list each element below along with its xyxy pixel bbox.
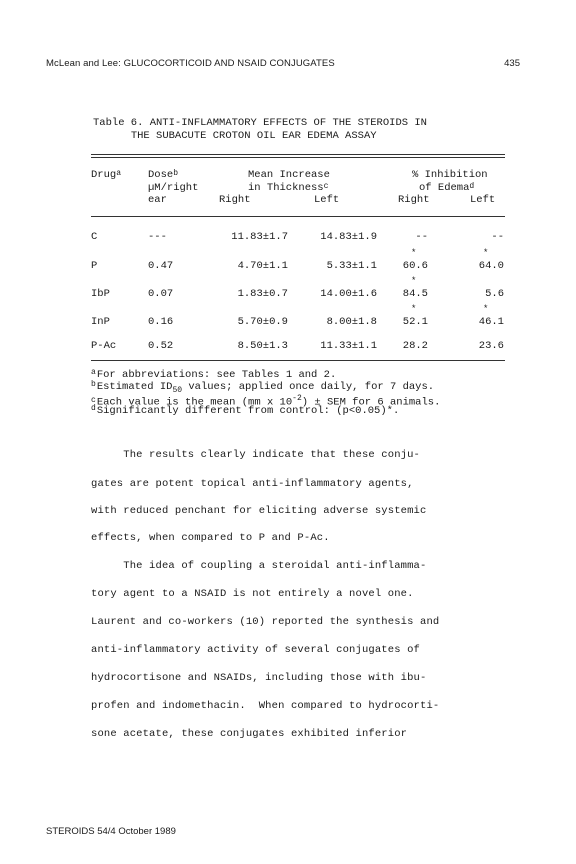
cell-mean-right: 8.50±1.3 [237,340,288,352]
header-inh-right: Right [398,194,430,206]
significance-asterisk: * [411,276,417,286]
body-line: The idea of coupling a steroidal anti-inflamma- [91,560,427,572]
header-inh-left: Left [470,194,496,206]
cell-inh-right: 52.1 [402,316,428,328]
header-mean-right: Right [219,194,251,206]
header-dose: Dose$^b$ [148,169,179,181]
significance-asterisk: * [411,304,417,314]
cell-drug: IbP [91,288,110,300]
cell-mean-right: 4.70±1.1 [237,260,288,272]
table-caption-line-2: THE SUBACUTE CROTON OIL EAR EDEMA ASSAY [130,130,377,142]
body-line: gates are potent topical anti-inflammatory agents, [91,478,414,490]
table-top-rule [91,154,505,155]
cell-inh-left: 46.1 [478,316,504,328]
cell-drug: InP [91,316,110,328]
body-line: anti-inflammatory activity of several conjugates of [91,644,421,656]
table-top-rule-2 [91,157,505,158]
running-footer: STEROIDS 54/4 October 1989 [46,826,176,837]
cell-mean-left: 14.83±1.9 [320,231,377,243]
body-line: hydrocortisone and NSAIDs, including those with ibu- [91,672,427,684]
footnote-a: $^a$For abbreviations: see Tables 1 and 2. [91,368,337,381]
cell-dose: 0.52 [148,340,174,352]
header-dose-unit-ear: ear [148,194,167,206]
body-line: with reduced penchant for eliciting adverse systemic [91,505,427,517]
header-mean-left: Left [314,194,340,206]
cell-inh-left: 64.0 [478,260,504,272]
cell-dose: 0.07 [148,288,174,300]
cell-mean-left: 11.33±1.1 [320,340,377,352]
cell-mean-right: 5.70±0.9 [237,316,288,328]
cell-inh-right: 84.5 [402,288,428,300]
table-bottom-rule [91,360,505,361]
cell-dose: 0.16 [148,316,174,328]
header-mean-increase: Mean Increase [248,169,330,181]
body-line: profen and indomethacin. When compared to hydrocorti- [91,700,440,712]
running-header [46,58,530,72]
footnote-b: $^b$Estimated $ID_{50}$ values; applied once daily, for 7 days. [91,380,435,396]
cell-inh-right: 60.6 [402,260,428,272]
footnote-c: $^c$Each value is the mean (mm x $10^{-2}$) ± SEM for 6 animals. [91,394,441,409]
cell-dose: --- [148,231,167,243]
cell-mean-right: 1.83±0.7 [237,288,288,300]
body-line: Laurent and co-workers (10) reported the synthesis and [91,616,440,628]
table-caption-line-1: Table 6. ANTI-INFLAMMATORY EFFECTS OF THE STEROIDS IN [93,117,427,129]
running-title: McLean and Lee: GLUCOCORTICOID AND NSAID CONJUGATES [46,58,335,69]
cell-mean-left: 14.00±1.6 [320,288,377,300]
cell-inh-left: 5.6 [485,288,504,300]
body-line: sone acetate, these conjugates exhibited inferior [91,728,408,740]
header-pct-inhibition: % Inhibition [412,169,488,181]
significance-asterisk: * [411,248,417,258]
header-drug: Drug$^a$ [91,169,122,181]
body-line: effects, when compared to P and P-Ac. [91,532,330,544]
footnote-d: $^d$Significantly different from control: (p<0.05)*. [91,404,400,417]
cell-mean-left: 5.33±1.1 [326,260,377,272]
cell-drug: C [91,231,98,243]
header-in-thickness: in Thickness$^c$ [248,182,329,194]
body-line: tory agent to a NSAID is not entirely a novel one. [91,588,414,600]
cell-inh-left: 23.6 [478,340,504,352]
table-caption [93,117,427,143]
significance-asterisk: * [483,248,489,258]
cell-inh-right: 28.2 [402,340,428,352]
cell-mean-right: 11.83±1.7 [231,231,288,243]
significance-asterisk: * [483,304,489,314]
cell-mean-left: 8.00±1.8 [326,316,377,328]
header-dose-unit: µM/right [148,182,199,194]
header-of-edema: of Edema$^d$ [419,182,475,194]
cell-dose: 0.47 [148,260,174,272]
table-header-rule [91,216,505,217]
page-number: 435 [504,58,520,69]
cell-inh-left: -- [491,231,504,243]
cell-inh-right: -- [415,231,428,243]
cell-drug: P [91,260,98,272]
cell-drug: P-Ac [91,340,117,352]
body-line: The results clearly indicate that these conju- [91,449,421,461]
